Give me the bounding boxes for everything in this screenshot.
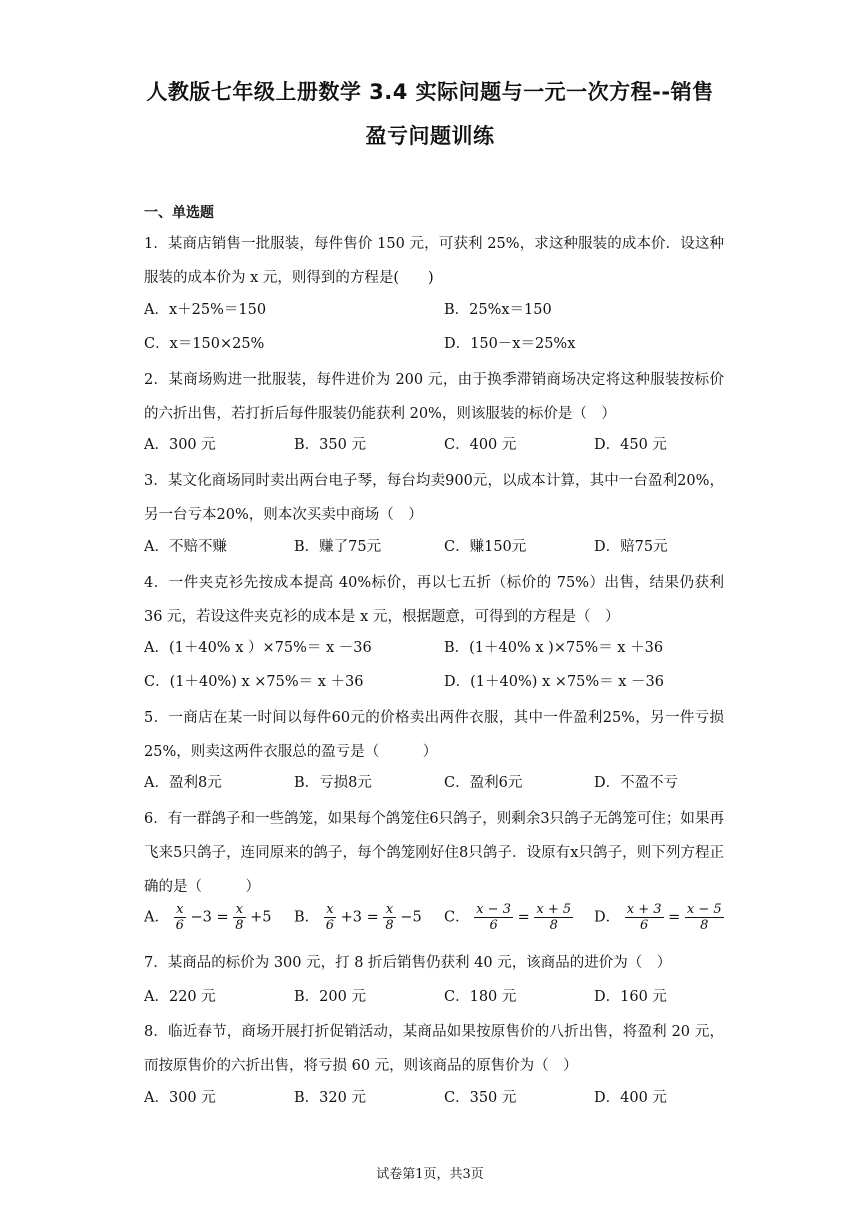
section-heading: 一、单选题	[144, 205, 214, 221]
option-4a: A．(1＋40% x ）×75%＝ x －36	[144, 640, 372, 656]
option-5d: D．不盈不亏	[594, 775, 679, 791]
option-1d: D．150－x＝25%x	[444, 336, 576, 352]
options-row-4b	[144, 670, 724, 694]
option-3a: A．不赔不赚	[144, 539, 227, 555]
options-row-1a	[144, 298, 724, 322]
document-title-line2: 盈亏问题训练	[365, 124, 495, 148]
option-4b: B．(1＋40% x )×75%＝ x ＋36	[444, 640, 664, 656]
options-row-5	[144, 771, 724, 795]
option-2b: B．350 元	[294, 437, 366, 453]
document-title-line1: 人教版七年级上册数学 3.4 实际问题与一元一次方程--销售	[146, 80, 714, 104]
question-8: 8．临近春节，商场开展打折促销活动，某商品如果按原售价的八折出售，将盈利 20 元，而按原售价的六折出售，将亏损 60 元，则该商品的原售价为（ ）	[144, 1024, 724, 1074]
question-2: 2．某商场购进一批服装，每件进价为 200 元，由于换季滞销商场决定将这种服装按标价的六折出售，若打折后每件服装仍能获利 20%，则该服装的标价是（ ）	[144, 372, 724, 422]
fraction-left-6b: $\frac{x}{6}$	[325, 902, 335, 933]
options-row-7	[144, 985, 724, 1009]
options-row-8	[144, 1086, 724, 1110]
option-3c: C．赚150元	[444, 539, 527, 555]
options-row-3	[144, 535, 724, 559]
fraction-left-6c: $\frac{x - 3}{6}$	[476, 902, 511, 933]
fraction-left-6a: $\frac{x}{6}$	[175, 902, 184, 933]
option-7c: C．180 元	[444, 989, 517, 1005]
option-2c: C．400 元	[444, 437, 517, 453]
option-6c: C． $\frac{x - 3}{6}$ = $\frac{x + 5}{8}$	[444, 902, 572, 933]
options-row-1b	[144, 332, 724, 356]
question-3: 3．某文化商场同时卖出两台电子琴，每台均卖900元，以成本计算，其中一台盈利20%，另一台亏本20%，则本次买卖中商场（ ）	[144, 473, 724, 523]
option-2d: D．450 元	[594, 437, 667, 453]
options-row-2	[144, 433, 724, 457]
option-4c: C．(1＋40%) x ×75%＝ x ＋36	[144, 674, 364, 690]
fraction-left-6d: $\frac{x + 3}{6}$	[626, 902, 662, 933]
option-8d: D．400 元	[594, 1090, 667, 1106]
option-4d: D．(1＋40%) x ×75%＝ x －36	[444, 674, 665, 690]
option-8b: B．320 元	[294, 1090, 366, 1106]
fraction-right-6b: $\frac{x}{8}$	[385, 902, 394, 933]
option-8c: C．350 元	[444, 1090, 517, 1106]
options-row-4a	[144, 636, 724, 660]
option-5a: A．盈利8元	[144, 775, 222, 791]
fraction-right-6c: $\frac{x + 5}{8}$	[536, 902, 572, 933]
option-6b: B． $\frac{x}{6}$ +3 = $\frac{x}{8}$ −5	[294, 902, 422, 933]
option-5c: C．盈利6元	[444, 775, 523, 791]
question-7: 7．某商品的标价为 300 元，打 8 折后销售仍获利 40 元，该商品的进价为（ ）	[144, 955, 672, 971]
option-3d: D．赔75元	[594, 539, 668, 555]
option-6d: D． $\frac{x + 3}{6}$ = $\frac{x - 5}{8}$	[594, 902, 722, 933]
option-1b: B．25%x＝150	[444, 302, 552, 318]
question-4: 4．一件夹克衫先按成本提高 40%标价，再以七五折（标价的 75%）出售，结果仍获利 36 元，若设这件夹克衫的成本是 x 元，根据题意，可得到的方程是（ ）	[144, 575, 724, 625]
question-6: 6．有一群鸽子和一些鸽笼，如果每个鸽笼住6只鸽子，则剩余3只鸽子无鸽笼可住；如果再飞来5只鸽子，连同原来的鸽子，每个鸽笼刚好住8只鸽子．设原有x只鸽子，则下列方程正确的是（ ）	[144, 811, 724, 895]
question-1: 1．某商店销售一批服装，每件售价 150 元，可获利 25%，求这种服装的成本价．设这种服装的成本价为 x 元，则得到的方程是( )	[144, 236, 724, 286]
page-footer: 试卷第1页，共3页	[376, 1167, 484, 1182]
option-8a: A．300 元	[144, 1090, 216, 1106]
option-7b: B．200 元	[294, 989, 366, 1005]
option-7a: A．220 元	[144, 989, 216, 1005]
option-3b: B．赚了75元	[294, 539, 382, 555]
option-1c: C．x＝150×25%	[144, 336, 265, 352]
options-row-6	[144, 902, 724, 946]
option-2a: A．300 元	[144, 437, 216, 453]
option-7d: D．160 元	[594, 989, 667, 1005]
option-6a: A． $\frac{x}{6}$ −3 = $\frac{x}{8}$ +5	[144, 902, 272, 933]
option-1a: A．x＋25%＝150	[144, 302, 267, 318]
question-5: 5．一商店在某一时间以每件60元的价格卖出两件衣服，其中一件盈利25%，另一件亏损25%，则卖这两件衣服总的盈亏是（ ）	[144, 710, 724, 760]
fraction-right-6d: $\frac{x - 5}{8}$	[686, 902, 722, 933]
option-5b: B．亏损8元	[294, 775, 372, 791]
fraction-right-6a: $\frac{x}{8}$	[235, 902, 244, 933]
